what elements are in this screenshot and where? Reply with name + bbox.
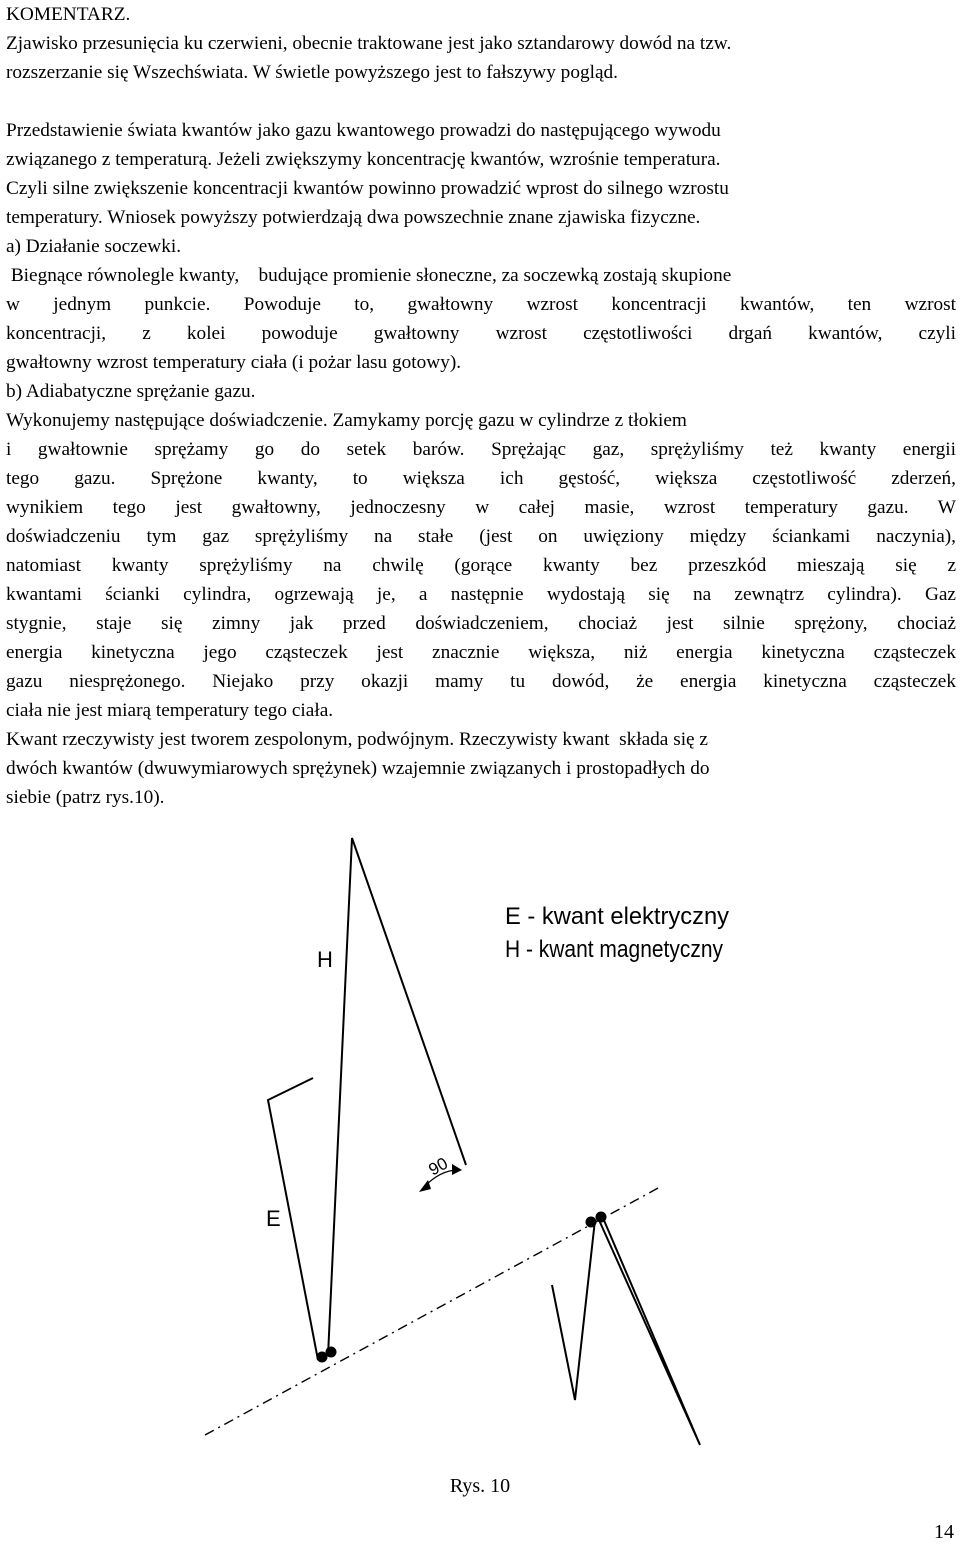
text-line: temperatury. Wniosek powyższy potwierdzają dwa powszechnie znane zjawiska fizyczne. [6, 207, 701, 228]
text-line: Kwant rzeczywisty jest tworem zespolonym, podwójnym. Rzeczywisty kwant składa się z [6, 729, 708, 750]
label-h: H [317, 947, 333, 972]
right-dot-2 [596, 1212, 607, 1223]
text-line: i gwałtownie sprężamy go do setek barów. Sprężając gaz, sprężyliśmy też kwanty energii [6, 439, 956, 460]
label-e: E [266, 1206, 281, 1231]
legend-e: E - kwant elektryczny [505, 903, 729, 930]
figure-caption-text: Rys. 10 [449, 1475, 511, 1497]
angle-label: 90 [425, 1153, 452, 1180]
right-wave [599, 1218, 700, 1445]
text-line: energia kinetyczna jego cząsteczek jest znacznie większa, niż energia kinetyczna cząsteczek [6, 642, 956, 663]
text-line: związanego z temperaturą. Jeżeli zwiększymy koncentrację kwantów, wzrośnie temperatura. [6, 149, 721, 170]
page-number: 14 [934, 1521, 954, 1543]
text-line: wynikiem tego jest gwałtowny, jednoczesny w całej masie, wzrost temperatury gazu. W [6, 497, 956, 518]
h-wave [328, 838, 466, 1356]
text-line: rozszerzanie się Wszechświata. W świetle powyższego jest to fałszywy pogląd. [6, 62, 618, 83]
text-line: doświadczeniu tym gaz sprężyliśmy na stałe (jest on uwięziony między ściankami naczynia), [6, 526, 956, 547]
text-line: dwóch kwantów (dwuwymiarowych sprężynek) wzajemnie związanych i prostopadłych do [6, 758, 710, 779]
right-dot-1 [586, 1217, 597, 1228]
text-line: Przedstawienie świata kwantów jako gazu kwantowego prowadzi do następującego wywodu [6, 120, 721, 141]
figure-caption [0, 1473, 960, 1499]
text-line: Biegnące równolegle kwanty, budujące promienie słoneczne, za soczewką zostają skupione [6, 265, 732, 286]
text-line: stygnie, staje się zimny jak przed doświadczeniem, chociaż jest silnie sprężony, chociaż [6, 613, 956, 634]
angle-arrow-right [452, 1164, 462, 1175]
text-line: gwałtowny wzrost temperatury ciała (i pożar lasu gotowy). [6, 352, 462, 373]
text-line: siebie (patrz rys.10). [6, 787, 165, 808]
text-line: gazu niesprężonego. Niejako przy okazji mamy tu dowód, że energia kinetyczna cząsteczek [6, 671, 956, 692]
text-line: w jednym punkcie. Powoduje to, gwałtowny wzrost koncentracji kwantów, ten wzrost [6, 294, 956, 315]
text-line: b) Adiabatyczne sprężanie gazu. [6, 381, 256, 402]
text-line [6, 87, 956, 116]
legend-h: H - kwant magnetyczny [505, 936, 723, 963]
document-heading: KOMENTARZ. [6, 4, 131, 25]
right-wave-lower [552, 1220, 595, 1400]
text-line: a) Działanie soczewki. [6, 236, 182, 257]
text-line: kwantami ścianki cylindra, ogrzewają je, a następnie wydostają się na zewnątrz cylindra). Gaz [6, 584, 956, 605]
text-line: natomiast kwanty sprężyliśmy na chwilę (gorące kwanty bez przeszkód mieszają się z [6, 555, 956, 576]
text-line: ciała nie jest miarą temperatury tego ciała. [6, 700, 334, 721]
text-line: Zjawisko przesunięcia ku czerwieni, obecnie traktowane jest jako sztandarowy dowód na tzw. [6, 33, 732, 54]
text-line: Czyli silne zwiększenie koncentracji kwantów powinno prowadzić wprost do silnego wzrostu [6, 178, 729, 199]
text-line: koncentracji, z kolei powoduje gwałtowny wzrost częstotliwości drgań kwantów, czyli [6, 323, 956, 344]
text-line: Wykonujemy następujące doświadczenie. Zamykamy porcję gazu w cylindrze z tłokiem [6, 410, 687, 431]
origin-dot-2 [326, 1347, 337, 1358]
document-body [6, 0, 956, 812]
text-line: tego gazu. Sprężone kwanty, to większa ich gęstość, większa częstotliwość zderzeń, [6, 468, 956, 489]
figure-rys-10 [0, 820, 960, 1460]
